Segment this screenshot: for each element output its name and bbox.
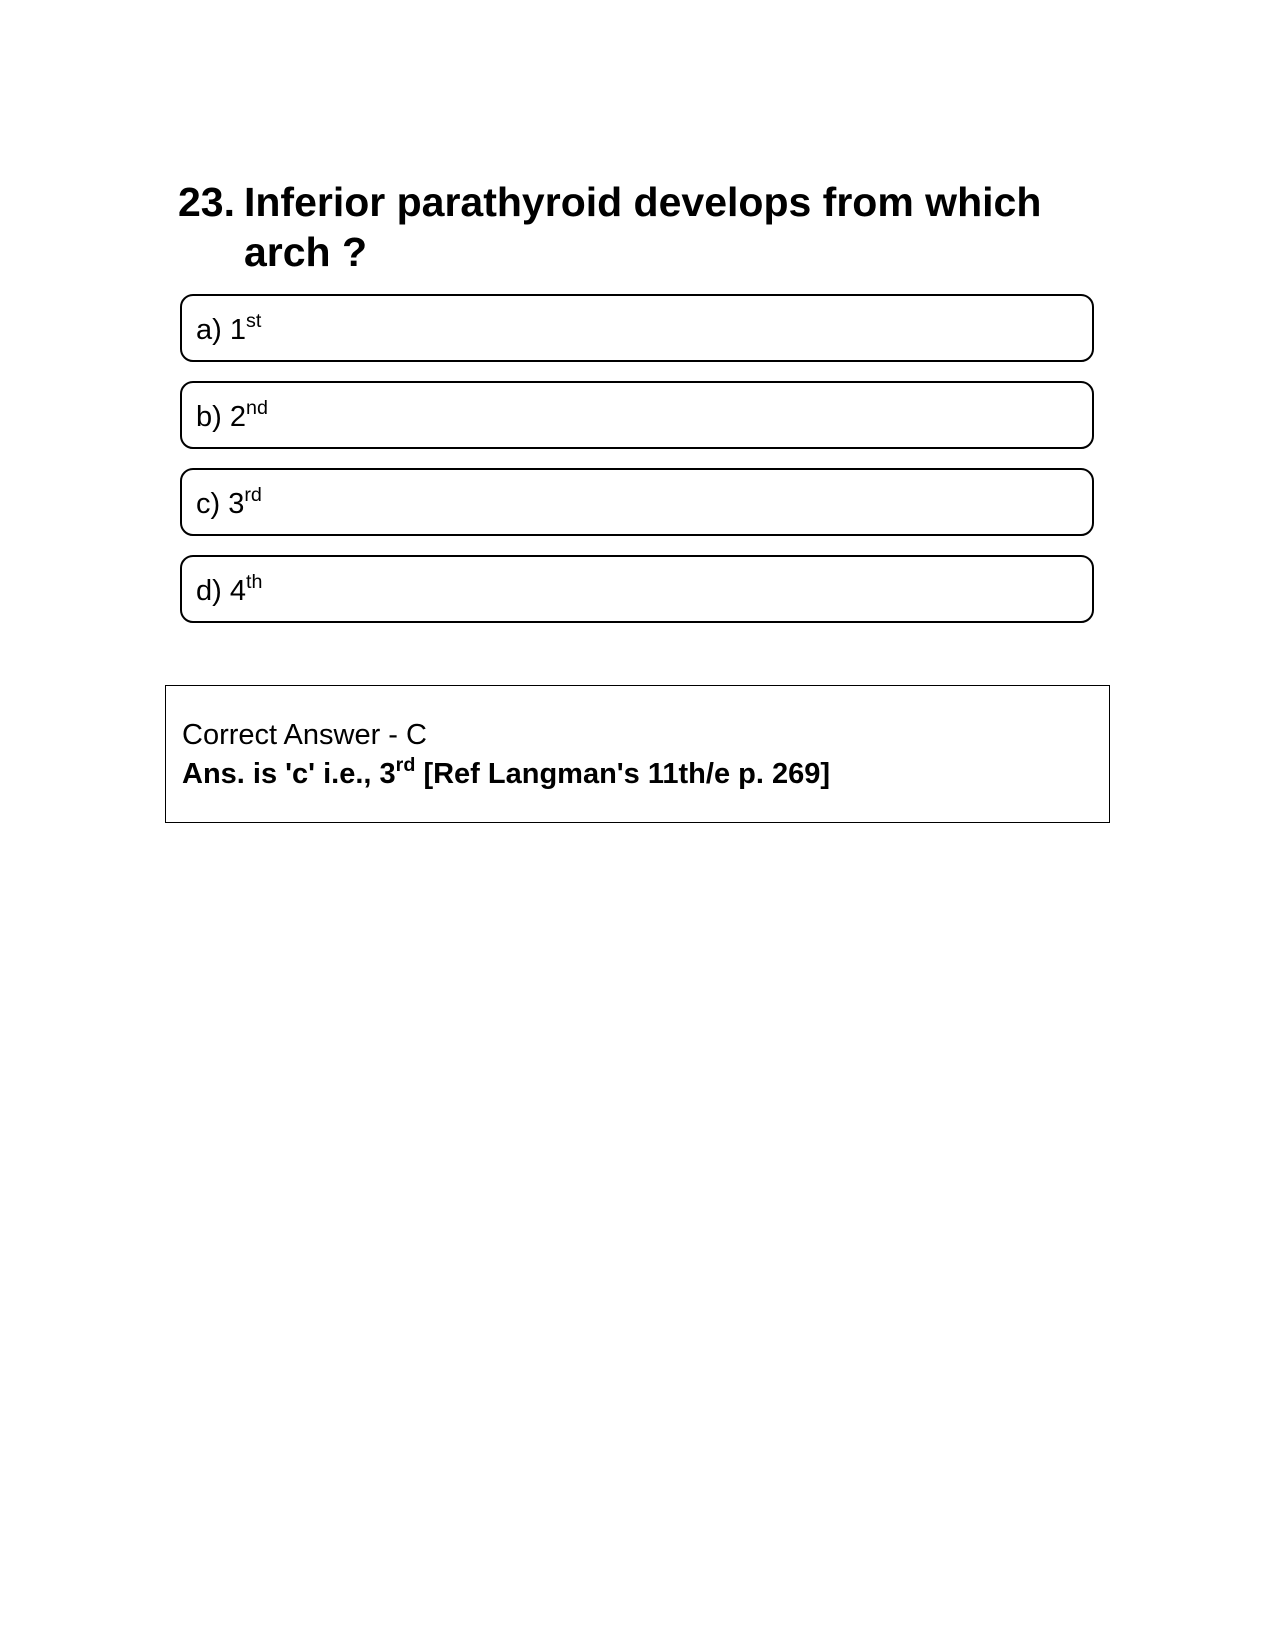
option-suffix: st bbox=[246, 309, 262, 332]
explanation-prefix: Ans. is 'c' i.e., 3 bbox=[182, 758, 396, 790]
option-number: 4 bbox=[229, 575, 246, 607]
explanation-sup: rd bbox=[395, 753, 416, 776]
option-suffix: nd bbox=[246, 396, 268, 419]
option-number: 1 bbox=[229, 314, 246, 346]
question-number: 23. bbox=[178, 179, 235, 225]
question-text: Inferior parathyroid develops from which arch ? bbox=[244, 179, 1042, 275]
answer-explanation bbox=[182, 755, 1109, 794]
option-number: 2 bbox=[229, 401, 246, 433]
option-b[interactable] bbox=[180, 381, 1094, 449]
option-letter: c) bbox=[196, 488, 221, 520]
option-letter: d) bbox=[196, 575, 222, 607]
correct-answer: Correct Answer - C bbox=[182, 719, 427, 751]
option-d[interactable] bbox=[180, 555, 1094, 623]
option-suffix: th bbox=[246, 570, 263, 593]
option-suffix: rd bbox=[244, 483, 262, 506]
option-a[interactable] bbox=[180, 294, 1094, 362]
answer-box bbox=[165, 685, 1110, 823]
option-number: 3 bbox=[228, 488, 245, 520]
explanation-reference: [Ref Langman's 11th/e p. 269] bbox=[415, 758, 831, 790]
option-letter: b) bbox=[196, 401, 222, 433]
option-c[interactable] bbox=[180, 468, 1094, 536]
option-letter: a) bbox=[196, 314, 222, 346]
question bbox=[178, 177, 1108, 277]
